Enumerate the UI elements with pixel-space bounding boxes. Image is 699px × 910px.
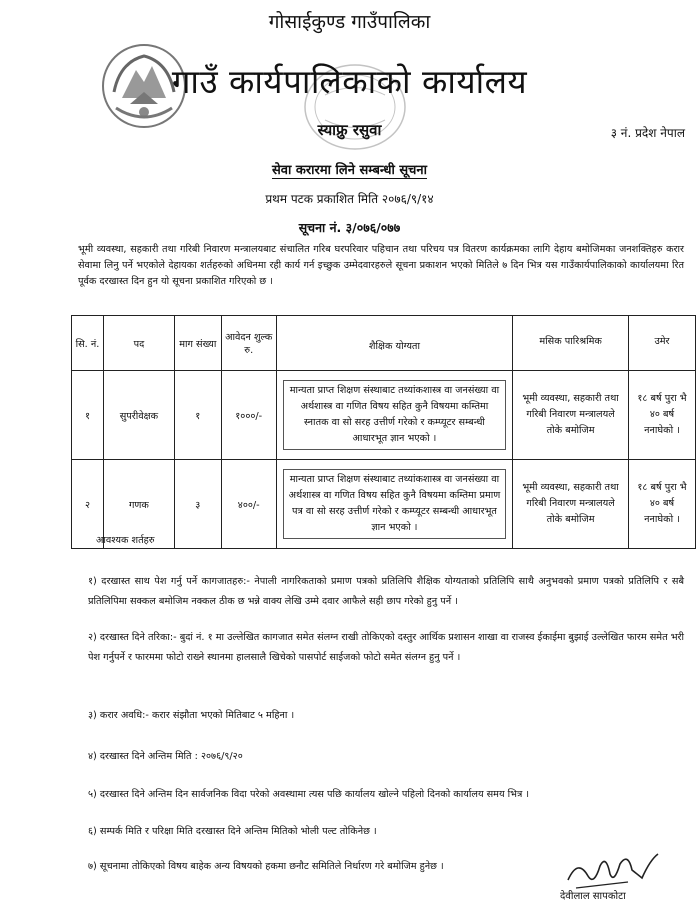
condition-item: ७) सूचनामा तोकिएको विषय बाहेक अन्य विषयको हकमा छनौट समितिले निर्धारण गरे बमोजिम हुनेछ । (88, 861, 444, 872)
notice-title-text: सेवा करारमा लिने सम्बन्धी सूचना (271, 163, 428, 178)
condition-item: २) दरखास्त दिने तरिका:- बुदां नं. १ मा उल्लेखित कागजात समेत संलग्न राखी तोकिएको दस्तुर आर्थिक प्रशासन शाखा वा राजस्व ईकाईमा बुझाई उल्लेखित फारम समेत भरी पेश गर्नुपर्ने र फारममा फोटो राख्ने स्थानमा हालसालै खिचेको पासपोर्ट साईजको फोटो समेत संलग्न हुनु पर्ने । (88, 632, 684, 663)
cell-salary: भूमी व्यवस्था, सहकारी तथा गरिबी निवारण मन्त्रालयले तोके बमोजिम (513, 371, 629, 460)
table-header-row (72, 316, 696, 371)
publication-date: प्रथम पटक प्रकाशित मिति २०७६/९/१४ (265, 192, 434, 206)
cell-age: १८ बर्ष पुरा भै ४० बर्ष ननाघेको । (629, 371, 696, 460)
cell-fee: ४००/- (221, 460, 276, 549)
office-title: गाउँ कार्यपालिकाको कार्यालय (171, 62, 528, 101)
qualification-text: मान्यता प्राप्त शिक्षण संस्थाबाट तथ्यांकशास्त्र वा जनसंख्या वा अर्थशास्त्र वा गणित विषय सहित कुनै विषयमा कम्तिमा स्नातक वा सो सरह उत्तीर्ण गरेको र कम्प्यूटर सम्बन्धी आधारभूत ज्ञान भएको । (283, 380, 507, 450)
header-age: उमेर (629, 316, 696, 371)
cell-sn: २ (72, 460, 104, 549)
condition-item: १) दरखास्त साथ पेश गर्नु पर्ने कागजातहरु:- नेपाली नागरिकताको प्रमाण पत्रको प्रतिलिपि शैक्षिक योग्यताको प्रतिलिपि साथै अनुभवको प्रमाण पत्रको प्रतिलिपि र सबै प्रतिलिपिमा सक्कल बमोजिम नक्कल ठीक छ भन्ने वाक्य लेखि उम्मे दवार आफैले सही छाप गरेको हुनु पर्ने । (88, 576, 684, 607)
vacancy-table (71, 315, 696, 549)
province-label: ३ नं. प्रदेश नेपाल (610, 126, 685, 140)
cell-fee: १०००/- (221, 371, 276, 460)
table-row (72, 460, 696, 549)
cell-age: १८ बर्ष पुरा भै ४० बर्ष ननाघेको । (629, 460, 696, 549)
table-row (72, 371, 696, 460)
condition-item: ५) दरखास्त दिने अन्तिम दिन सार्वजनिक विदा परेको अवस्थामा त्यस पछि कार्यालय खोल्ने पहिलो दिनको कार्यालय समय भित्र । (88, 789, 530, 800)
notice-number: सूचना नं. ३/०७६/०७७ (298, 220, 401, 235)
header-sn: सि. नं. (72, 316, 104, 371)
condition-item: ६) सम्पर्क मिति र परिक्षा मिति दरखास्त दिने अन्तिम मितिको भोली पल्ट तोकिनेछ । (88, 826, 377, 837)
cell-post: गणक (103, 460, 174, 549)
cell-demand: ३ (174, 460, 221, 549)
header-fee: आवेदन शुल्क रु. (221, 316, 276, 371)
cell-salary: भूमी व्यवस्था, सहकारी तथा गरिबी निवारण मन्त्रालयले तोके बमोजिम (513, 460, 629, 549)
notice-intro: भूमी व्यवस्था, सहकारी तथा गरिबी निवारण मन्त्रालयबाट संचालित गरिब घरपरिवार पहिचान तथा परिचय पत्र वितरण कार्यक्रमका लागि देहाय बमोजिमका जनशक्तिहरु करार सेवामा लिनु पर्ने भएकोले देहायका शर्तहरुको अधिनमा रही कार्य गर्न इच्छुक उम्मेदवारहरुले सूचना प्रकाशन भएको मितिले ७ दिन भित्र यस गाउँकार्यपालिकाको कार्यालयमा रित पूर्वक दरखास्त दिन हुन यो सूचना प्रकाशित गरिएको छ । (78, 244, 684, 287)
qualification-text: मान्यता प्राप्त शिक्षण संस्थाबाट तथ्यांकशास्त्र वा जनसंख्या वा अर्थशास्त्र वा गणित विषय सहित कुनै विषयमा कम्तिमा प्रमाण पत्र वा सो सरह उत्तीर्ण गरेको र कम्प्यूटर सम्बन्धी आधारभूत ज्ञान भएको । (283, 469, 507, 539)
condition-item: ४) दरखास्त दिने अन्तिम मिति : २०७६/९/२० (88, 751, 243, 762)
cell-demand: १ (174, 371, 221, 460)
cell-qualification (276, 371, 513, 460)
cell-sn: १ (72, 371, 104, 460)
signature-icon (558, 848, 668, 892)
cell-qualification (276, 460, 513, 549)
header-post: पद (103, 316, 174, 371)
header-salary: मसिक पारिश्रमिक (513, 316, 629, 371)
conditions-heading: आवश्यक शर्तहरु (96, 535, 155, 546)
office-location: स्याफ्रु रसुवा (317, 121, 382, 139)
header-demand: माग संख्या (174, 316, 221, 371)
cell-post: सुपरीवेक्षक (103, 371, 174, 460)
signatory-name: देवीलाल सापकोटा (560, 891, 626, 902)
condition-item: ३) करार अवधि:- करार संझौता भएको मितिबाट ५ महिना । (88, 710, 295, 721)
notice-title (0, 160, 699, 178)
header-qualification: शैक्षिक योग्यता (276, 316, 513, 371)
municipality-name: गोसाईकुण्ड गाउँपालिका (268, 11, 431, 33)
